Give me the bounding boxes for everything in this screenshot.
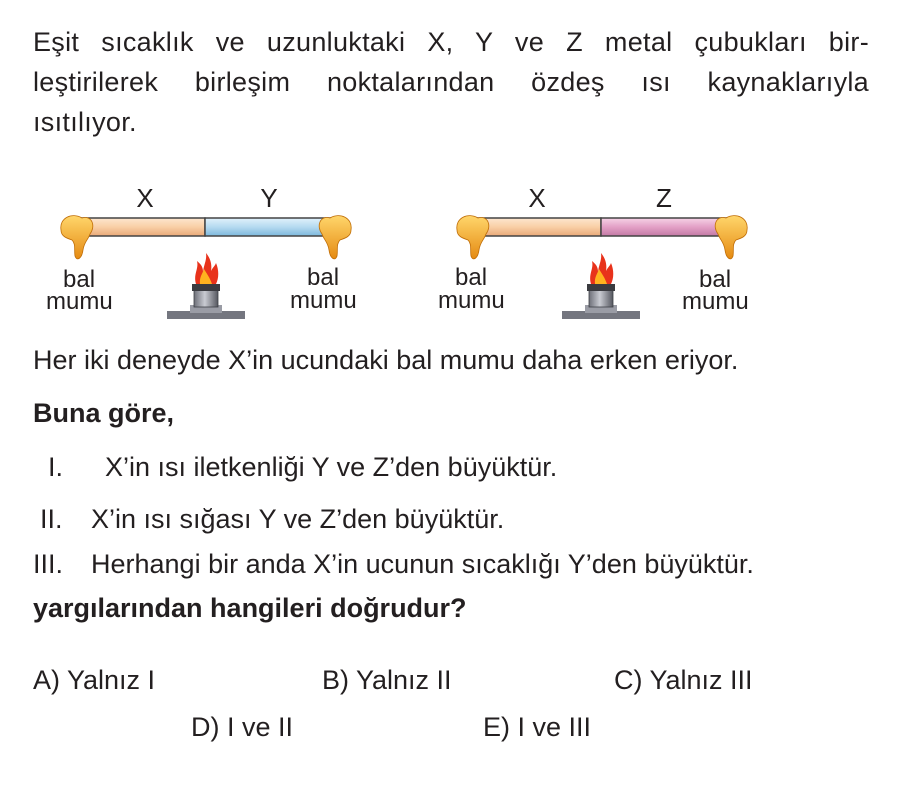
intro-line-1: Eşit sıcaklık ve uzunluktaki X, Y ve Z metal çubukları bir- (33, 27, 869, 57)
wax-label-left-1: bal mumu (46, 266, 113, 315)
option-a[interactable]: A) Yalnız I (33, 665, 156, 695)
rod-label-x-right: X (528, 183, 546, 213)
experiment-figure (0, 170, 909, 330)
wax-label-right-1: bal mumu (438, 264, 505, 314)
statement-text: Herhangi bir anda X’in ucunun sıcaklığı Y’den büyüktür. (91, 549, 754, 579)
intro-line-3: ısıtılıyor. (33, 107, 137, 137)
statement-text: X’in ısı iletkenliği Y ve Z’den büyüktür. (105, 452, 558, 482)
burner-right (562, 253, 640, 319)
option-d[interactable]: D) I ve II (191, 712, 294, 742)
question-text: yargılarından hangileri doğrudur? (33, 593, 467, 623)
observation-text: Her iki deneyde X’in ucundaki bal mumu daha erken eriyor. (33, 345, 739, 375)
rod-y (205, 218, 333, 236)
rod-x-left (78, 218, 205, 236)
statement-numeral: I. (48, 452, 64, 482)
wax-blob-right-2 (715, 216, 747, 259)
option-c[interactable]: C) Yalnız III (614, 665, 753, 695)
wax-blob-left-1 (61, 216, 93, 259)
wax-blob-right-1 (457, 216, 489, 259)
wax-label-left-2: bal mumu (290, 264, 357, 314)
statement-numeral: III. (33, 549, 64, 579)
wax-blob-left-2 (319, 216, 351, 259)
statement-text: X’in ısı sığası Y ve Z’den büyüktür. (91, 504, 505, 534)
rod-label-z: Z (656, 183, 672, 213)
rod-z (601, 218, 729, 236)
rod-x-right (474, 218, 601, 236)
intro-line-2: leştirilerek birleşim noktalarından özdeş ısı kaynaklarıyla (33, 67, 869, 97)
lead-text: Buna göre, (33, 398, 175, 428)
option-e[interactable]: E) I ve III (483, 712, 592, 742)
setup-right (438, 183, 749, 319)
option-b[interactable]: B) Yalnız II (322, 665, 452, 695)
setup-left (46, 183, 357, 319)
burner-left (167, 253, 245, 319)
question-intro (33, 22, 869, 142)
rod-label-x-left: X (136, 183, 154, 213)
wax-label-right-2: bal mumu (682, 266, 749, 315)
rod-label-y: Y (260, 183, 278, 213)
statement-numeral: II. (40, 504, 63, 534)
